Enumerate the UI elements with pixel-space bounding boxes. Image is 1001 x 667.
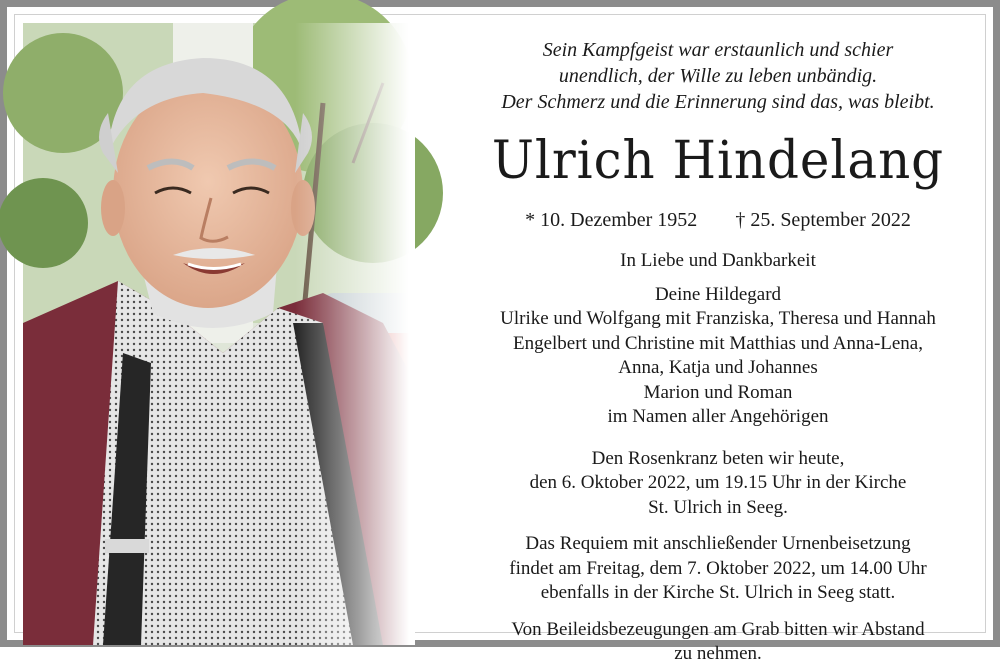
love-line: In Liebe und Dankbarkeit xyxy=(620,250,816,271)
rosary-line: St. Ulrich in Seeg. xyxy=(648,496,788,518)
requiem-line: Das Requiem mit anschließender Urnenbeisetzung xyxy=(525,533,911,554)
signer-line: im Namen aller Angehörigen xyxy=(607,406,829,427)
signer-line: Anna, Katja und Johannes xyxy=(618,357,818,378)
quote-line: unendlich, der Wille zu leben unbändig. xyxy=(558,65,878,87)
signer-line: Marion und Roman xyxy=(643,381,793,403)
condolences-line: zu nehmen. xyxy=(674,643,762,664)
requiem-line: ebenfalls in der Kirche St. Ulrich in Seeg statt. xyxy=(540,582,896,603)
quote-line: Der Schmerz und die Erinnerung sind das, was bleibt. xyxy=(501,91,935,113)
quote-line: Sein Kampfgeist war erstaunlich und schier xyxy=(542,39,894,61)
requiem-info xyxy=(435,532,1001,606)
signer-line: Ulrike und Wolfgang mit Franziska, Theresa und Hannah xyxy=(500,308,936,329)
photo-fade-overlay xyxy=(295,23,415,645)
signer-line: Deine Hildegard xyxy=(654,283,782,305)
deceased-name: Ulrich Hindelang xyxy=(491,131,945,191)
notice-inner xyxy=(14,14,986,664)
requiem-line: findet am Freitag, dem 7. Oktober 2022, um 14.00 Uhr xyxy=(509,557,927,579)
signers-list xyxy=(435,283,1001,430)
memorial-quote xyxy=(435,37,1001,115)
death-date: † 25. September 2022 xyxy=(735,209,911,231)
rosary-line: Den Rosenkranz beten wir heute, xyxy=(591,447,845,469)
rosary-info xyxy=(435,447,1001,521)
text-column xyxy=(435,15,1001,667)
birth-date: * 10. Dezember 1952 xyxy=(525,209,698,231)
life-dates xyxy=(435,207,1001,233)
condolences-line: Von Beileidsbezeugungen am Grab bitten wir Abstand xyxy=(511,618,925,640)
signer-line: Engelbert und Christine mit Matthias und Anna-Lena, xyxy=(512,332,923,354)
condolences-note xyxy=(435,618,1001,667)
portrait-photo xyxy=(23,23,415,645)
rosary-line: den 6. Oktober 2022, um 19.15 Uhr in der Kirche xyxy=(529,472,907,493)
